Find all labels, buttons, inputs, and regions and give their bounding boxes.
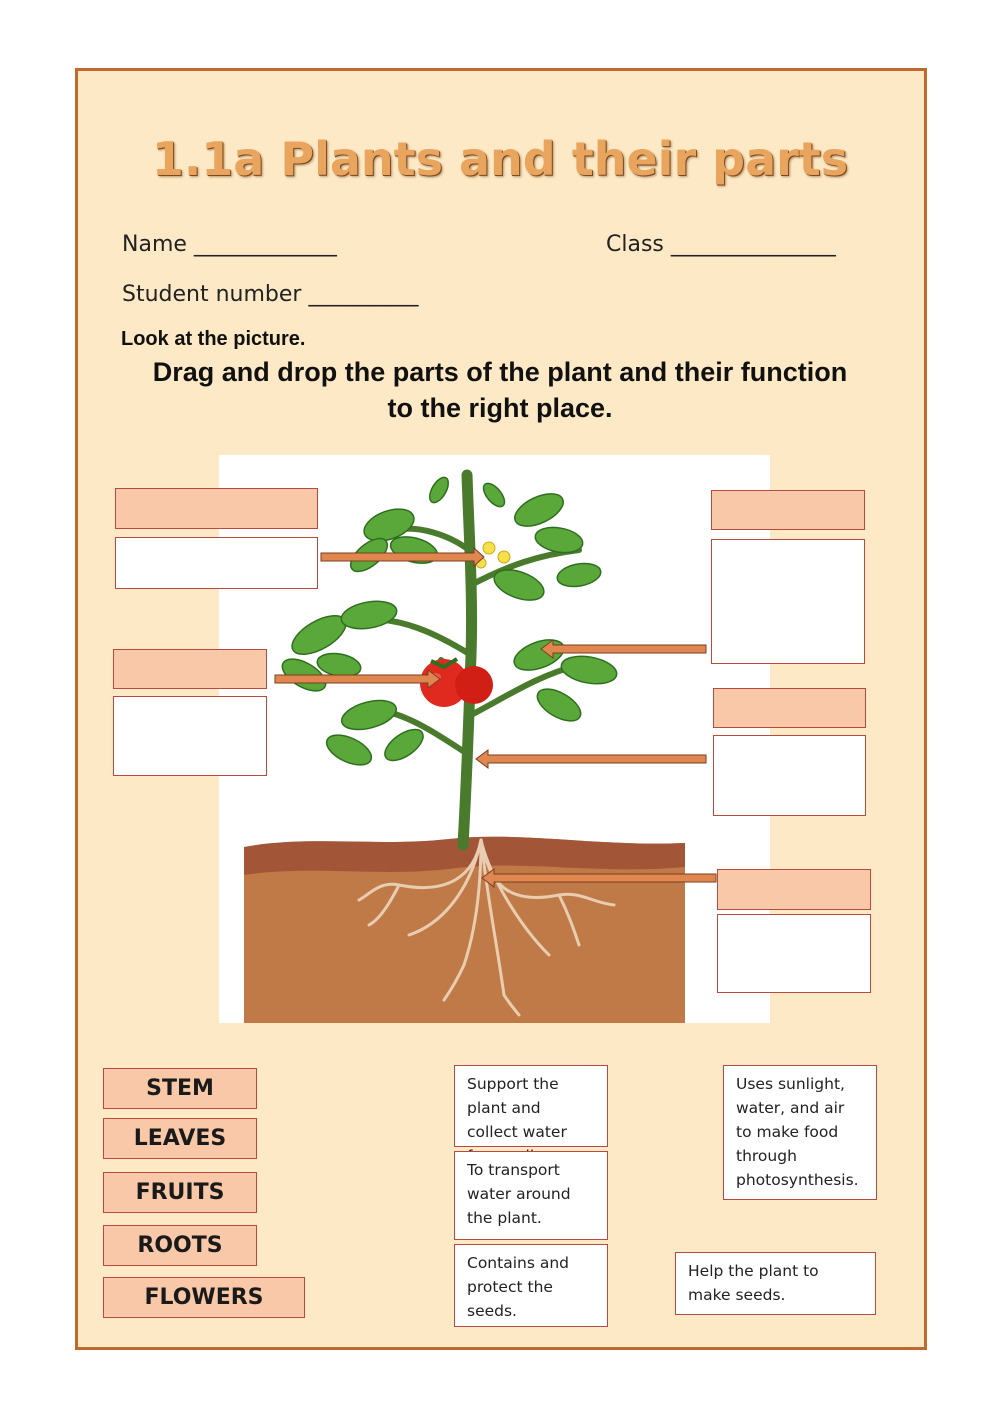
drop-target-function-flowers[interactable] <box>115 537 318 589</box>
tomato-fruit-drawing <box>420 659 493 707</box>
drop-target-function-roots[interactable] <box>717 914 871 993</box>
drop-target-function-leaves[interactable] <box>711 539 865 664</box>
word-stem[interactable]: STEM <box>103 1068 257 1109</box>
card-support-function[interactable]: Support the plant and collect water <box>454 1065 608 1147</box>
word-flowers[interactable]: FLOWERS <box>103 1277 305 1318</box>
instruction-look: Look at the picture. <box>121 328 306 350</box>
word-fruits[interactable]: FRUITS <box>103 1172 257 1213</box>
word-roots[interactable]: ROOTS <box>103 1225 257 1266</box>
drop-target-label-leaves[interactable] <box>711 490 865 530</box>
drop-target-function-fruits[interactable] <box>113 696 267 776</box>
card-protect-function[interactable]: Contains and protect the seeds. <box>454 1244 608 1327</box>
card-transport-function[interactable]: To transport water around the plant. <box>454 1151 608 1240</box>
card-photosynthesis-function[interactable]: Uses sunlight, water, and air to make food through photosynthesis. <box>723 1065 877 1200</box>
word-leaves[interactable]: LEAVES <box>103 1118 257 1159</box>
drop-target-label-stem[interactable] <box>713 688 866 728</box>
card-reproduce-function[interactable]: Help the plant to make seeds. <box>675 1252 876 1315</box>
drop-target-function-stem[interactable] <box>713 735 866 816</box>
student-number-field: Student number __________ <box>122 282 419 307</box>
drop-target-label-flowers[interactable] <box>115 488 318 529</box>
stem-drawing <box>463 475 472 845</box>
name-field: Name _____________ <box>122 232 337 257</box>
worksheet-title: 1.1a Plants and their parts <box>151 132 849 186</box>
drop-target-label-fruits[interactable] <box>113 649 267 689</box>
class-field: Class _______________ <box>606 232 836 257</box>
instruction-drag-drop: Drag and drop the parts of the plant and their function to the right place. <box>152 357 848 423</box>
drop-target-label-roots[interactable] <box>717 869 871 910</box>
flowers-drawing <box>476 542 510 568</box>
